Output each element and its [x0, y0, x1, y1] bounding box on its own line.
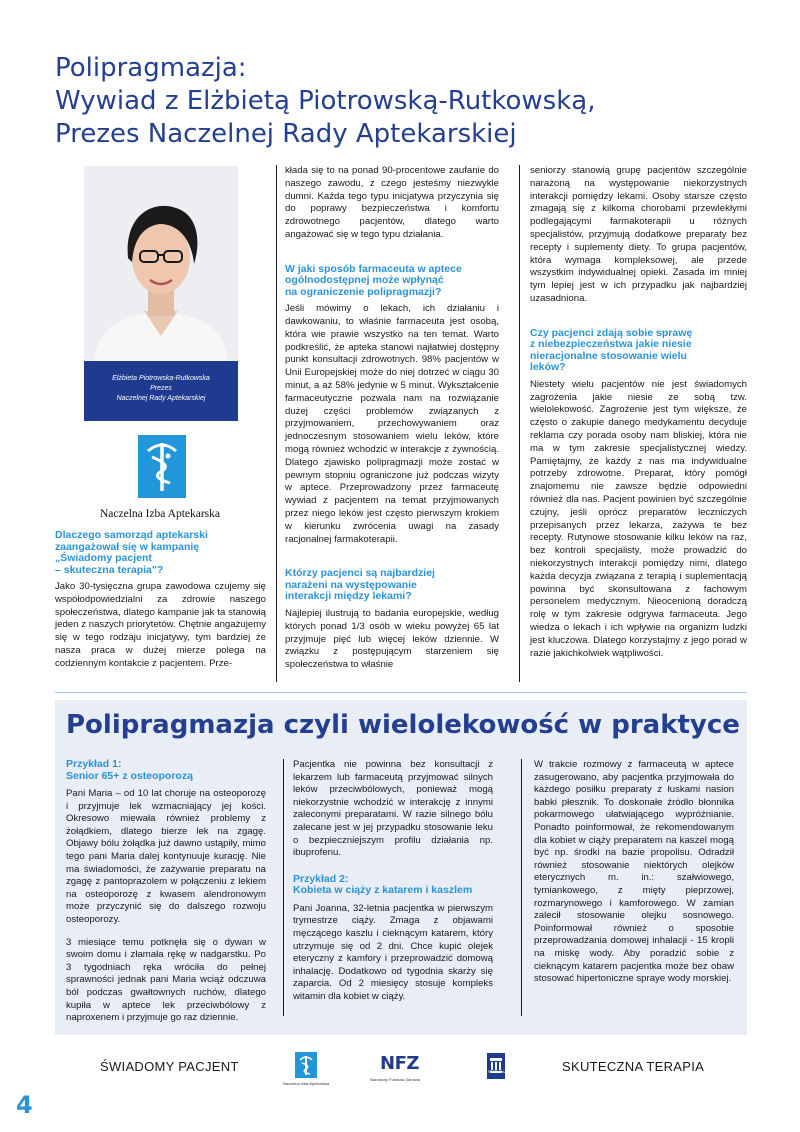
question-heading: [285, 568, 499, 603]
nia-logo-name: Naczelna Izba Aptekarska: [99, 508, 221, 520]
question-line: „Świadomy pacjent: [55, 552, 152, 564]
practice-column-1: [66, 759, 266, 1035]
column-divider: [283, 759, 284, 1016]
footer-campaign-left: ŚWIADOMY PACJENT: [100, 1059, 239, 1074]
section-divider: [55, 692, 747, 693]
column-divider: [519, 165, 520, 682]
question-heading: [55, 530, 266, 576]
column-divider: [521, 759, 522, 1016]
answer-paragraph: Niestety wielu pacjentów nie jest świadomych zagrożenia jakie niesie ze sobą tzw. wielolekowość. Zagrożenie jest tym większe, że często o zakupie danego medykamentu decyduje reklama czy porada osoby nam bliskiej, która nie ma w tym zakresie specjalistycznej wiedzy. Pamiętajmy, że każdy z nas ma indywidualne potrzeby zdrowotne. Preparat, który pomógł znajomemu nie zawsze będzie odpowiedni również dla nas. Pacjent powinien być szczególnie czujny, jeśli oprócz preparatów leczniczych przepisanych przez lekarza, zażywa te bez recepty. Rutynowe stosowanie kilku leków na raz, bez kontroli specjalisty, może prowadzić do niekorzystnych interakcji pomiędzy nimi, dlatego każda decyzja związana z terapią i suplementacją powinna być skonsultowana z fachowym personelem medycznym. Nieocenioną doradczą rolę w tym zakresie odgrywa farmaceuta. Jego wiedza o lekach i ich wpływie na organizm ludzki jest kluczowa. Dlatego korzystajmy z jego porad w razie jakichkolwiek wątpliwości.: [530, 378, 747, 659]
footer-campaign-right: SKUTECZNA TERAPIA: [562, 1059, 705, 1074]
caption-role: Prezes: [150, 385, 172, 392]
page-title: [55, 52, 755, 151]
example-paragraph: 3 miesiące temu potknęła się o dywan w swoim domu i złamała rękę w nadgarstku. Po 3 tygodniach ręka wróciła do pełnej sprawności jednak pani Maria wciąż odczuwa ból podczas gwałtownych ruchów, dlatego kupiła w aptece lek przeciwbólowy z naproxenem i przyjmuje go raz dziennie.: [66, 936, 266, 1024]
title-line: Prezes Naczelnej Rady Aptekarskiej: [55, 119, 517, 149]
question-line: nieracjonalne stosowanie wielu: [530, 349, 687, 362]
interview-column-1: [55, 530, 266, 671]
question-line: Dlaczego samorząd aptekarski: [55, 529, 208, 541]
answer-paragraph: Najlepiej ilustrują to badania europejskie, według których ponad 1/3 osób w wieku powyżej 65 lat przyjmuje pięć lub więcej leków dziennie. W związku z postępującym starzeniem się społeczeństwa to właśnie: [285, 607, 499, 671]
answer-paragraph: kłada się to na ponad 90-procentowe zaufanie do naszego zawodu, z czego jesteśmy niezwykle dumni. Każda tego typu inicjatywa przyczynia się do poprawy bezpieczeństwa i komfortu zdrowotnego pacjentów, dlatego warto angażować się w tego typu działania.: [285, 165, 499, 240]
example-heading-line: Kobieta w ciąży z katarem i kaszlem: [293, 884, 473, 897]
patronage-emblem-icon: [486, 1052, 506, 1080]
example-paragraph: W trakcie rozmowy z farmaceutą w aptece zasugerowano, aby pacjentka przyjmowała do każdego posiłku preparaty z łuskami nasion babki płesznik. To doskonałe źródło błonnika pokarmowego ułatwiającego wypróżnianie. Ponadto poinformował, że rekomendowanym dla kobiet w ciąży preparatem na kaszel mogą być np. środki na bazie propolisu. Odradził również stosowanie niektórych olejków eterycznych m. in.: szałwiowego, tymiankowego, z mięty pieprzowej, rozmarynowego i kamforowego. W zamian zalecił stosowanie olejku sosnowego. Poinformował również o sposobie przeprowadzania domowej inhalacji - 15 kropli na miskę wody. Aby poradzić sobie z cieknącym katarem pacjentka może bez obaw stosować hipertoniczne spraye wody morskiej.: [534, 759, 734, 985]
practice-title: Polipragmazja czyli wielolekowość w praktyce: [66, 710, 740, 740]
portrait-illustration: [84, 166, 238, 361]
question-heading: [285, 264, 499, 299]
question-line: W jaki sposób farmaceuta w aptece: [285, 262, 462, 275]
practice-column-3: [534, 759, 734, 996]
patronage-label: PATRONAT: [488, 1069, 509, 1074]
question-line: leków?: [530, 361, 566, 374]
example-paragraph: Pani Joanna, 32-letnia pacjentka w pierwszym trymestrze ciąży. Zmaga z objawami męczącego kaszlu i cieknącym katarem, który utrzymuje się od 2 dni. Chce kupić olejek eteryczny z kamfory i przeprowadzić domową inhalację. Dodatkowo od tygodnia skarży się zaparcia. Od 2 miesięcy stosuje kompleks witamin dla kobiet w ciąży.: [293, 902, 493, 1002]
example-heading: [66, 759, 266, 782]
page-number: 4: [16, 1091, 33, 1119]
question-line: ogólnodostępnej może wpłynąć: [285, 274, 444, 287]
question-line: Którzy pacjenci są najbardziej: [285, 567, 435, 580]
portrait-caption: [84, 361, 238, 421]
title-line: Polipragmazja:: [55, 53, 247, 83]
answer-paragraph: Jeśli mówimy o lekach, ich działaniu i dawkowaniu, to właśnie farmaceuta jest osobą, która wie prawie wszystko na ten temat. Warto podkreślić, że apteka stanowi najłatwiej dostępny punkt konsultacji zdrowotnych. 98% pacjentów w Unii Europejskiej może do niej dotrzeć w ciągu 30 minut, a aż 58% jedynie w 5 minut. Wykształcenie farmaceutyczne pozwala nam na rozwiązanie dużej części problemów związanych z przyjmowaniem, przechowywaniem oraz jednoczesnym stosowaniem wielu leków, które mogą również wchodzić w interakcje z żywnością. Dlatego zjawisko polipragmazji może zostać w pewnym stopniu ograniczone już podczas wizyty w aptece. Przeprowadzony przez farmaceutę wywiad z pacjentem na temat przyjmowanych przez niego leków jest często pierwszym krokiem w kierunku zwrócenia uwagi na zasady racjonalnej farmakoterapii.: [285, 303, 499, 545]
column-divider: [276, 165, 277, 682]
example-paragraph: Pani Maria – od 10 lat choruje na osteoporozę i przyjmuje lek wzmacniający jej kości. Okresowo miewała również problemy z żołądkiem, dlatego bierze lek na zgagę. Objawy bólu żołądka już dawno ustąpiły, mimo tego pani Maria dalej kontynuuje kurację. Nie ma świadomości, że zażywanie preparatu na zgagę z pantoprazolem w połączeniu z lekiem na osteoporozę z kwasem alendronowym może przyczynić się do dalszego rozwoju osteoporozy.: [66, 788, 266, 925]
question-line: interakcji między lekami?: [285, 590, 412, 603]
caption-org: Naczelnej Rady Aptekarskiej: [116, 395, 206, 402]
title-line: Wywiad z Elżbietą Piotrowską-Rutkowską,: [55, 86, 596, 116]
interview-column-2: [285, 165, 499, 672]
caption-name: Elżbieta Piotrowska-Rutkowska: [112, 375, 210, 382]
nfz-footer-label: Narodowy Fundusz Zdrowia: [370, 1077, 420, 1082]
question-line: – skuteczna terapia"?: [55, 563, 164, 576]
nia-footer-label: Naczelna Izba Aptekarska: [283, 1081, 330, 1086]
answer-paragraph: seniorzy stanowią grupę pacjentów szczególnie narażoną na występowanie niekorzystnych interakcji pomiędzy lekami. Osoby starsze często zmagają się z kilkoma chorobami przewlekłymi podlegającymi farmakoterapii u różnych specjalistów, przyjmują dodatkowe preparaty bez recepty i suplementy diety. To grupa pacjentów, która wymaga kompleksowej, ale przede wszystkim indywidualnej opieki. Zasada im mniej tym lepiej jest w ich przypadku jak najbardziej uzasadniona.: [530, 165, 747, 304]
question-line: Czy pacjenci zdają sobie sprawę: [530, 326, 693, 339]
question-line: z niebezpieczeństwa jakie niesie: [530, 338, 692, 351]
question-line: narażeni na występowanie: [285, 578, 417, 591]
example-heading-line: Senior 65+ z osteoporozą: [66, 769, 193, 782]
question-heading: [530, 328, 747, 374]
caduceus-icon: [138, 435, 186, 498]
example-paragraph: Pacjentka nie powinna bez konsultacji z lekarzem lub farmaceutą przyjmować silnych leków przeciwbólowych, ponieważ mogą niekorzystnie wchodzić w interakcję z innymi zaleconymi preparatami. W razie silnego bólu zalecane jest w jej przypadku stosowanie leku o bezpieczniejszym profilu działania np. ibuprofenu.: [293, 759, 493, 859]
example-heading-line: Przykład 1:: [66, 758, 122, 770]
example-heading-line: Przykład 2:: [293, 872, 349, 885]
portrait-block: [84, 166, 238, 421]
example-heading: [293, 874, 493, 897]
answer-paragraph: Jako 30-tysięczna grupa zawodowa czujemy się współodpowiedzialni za zdrowie naszego społeczeństwa, dlatego kampanie jak ta stanowią jeden z naszych priorytetów. Chętnie angażujemy się w tego rodzaju inicjatywy, tym bardziej że nasza praca w dużej mierze polega na codziennym kontakcie z pacjentem. Prze-: [55, 581, 266, 669]
question-line: zaangażował się w kampanię: [55, 540, 200, 553]
nfz-logo: NFZ: [380, 1053, 419, 1074]
practice-column-2: [293, 759, 493, 1014]
portrait-photo: [84, 166, 238, 361]
interview-column-3: [530, 165, 747, 660]
nia-footer-icon: [295, 1052, 317, 1078]
question-line: na ograniczenie polipragmazji?: [285, 285, 442, 298]
